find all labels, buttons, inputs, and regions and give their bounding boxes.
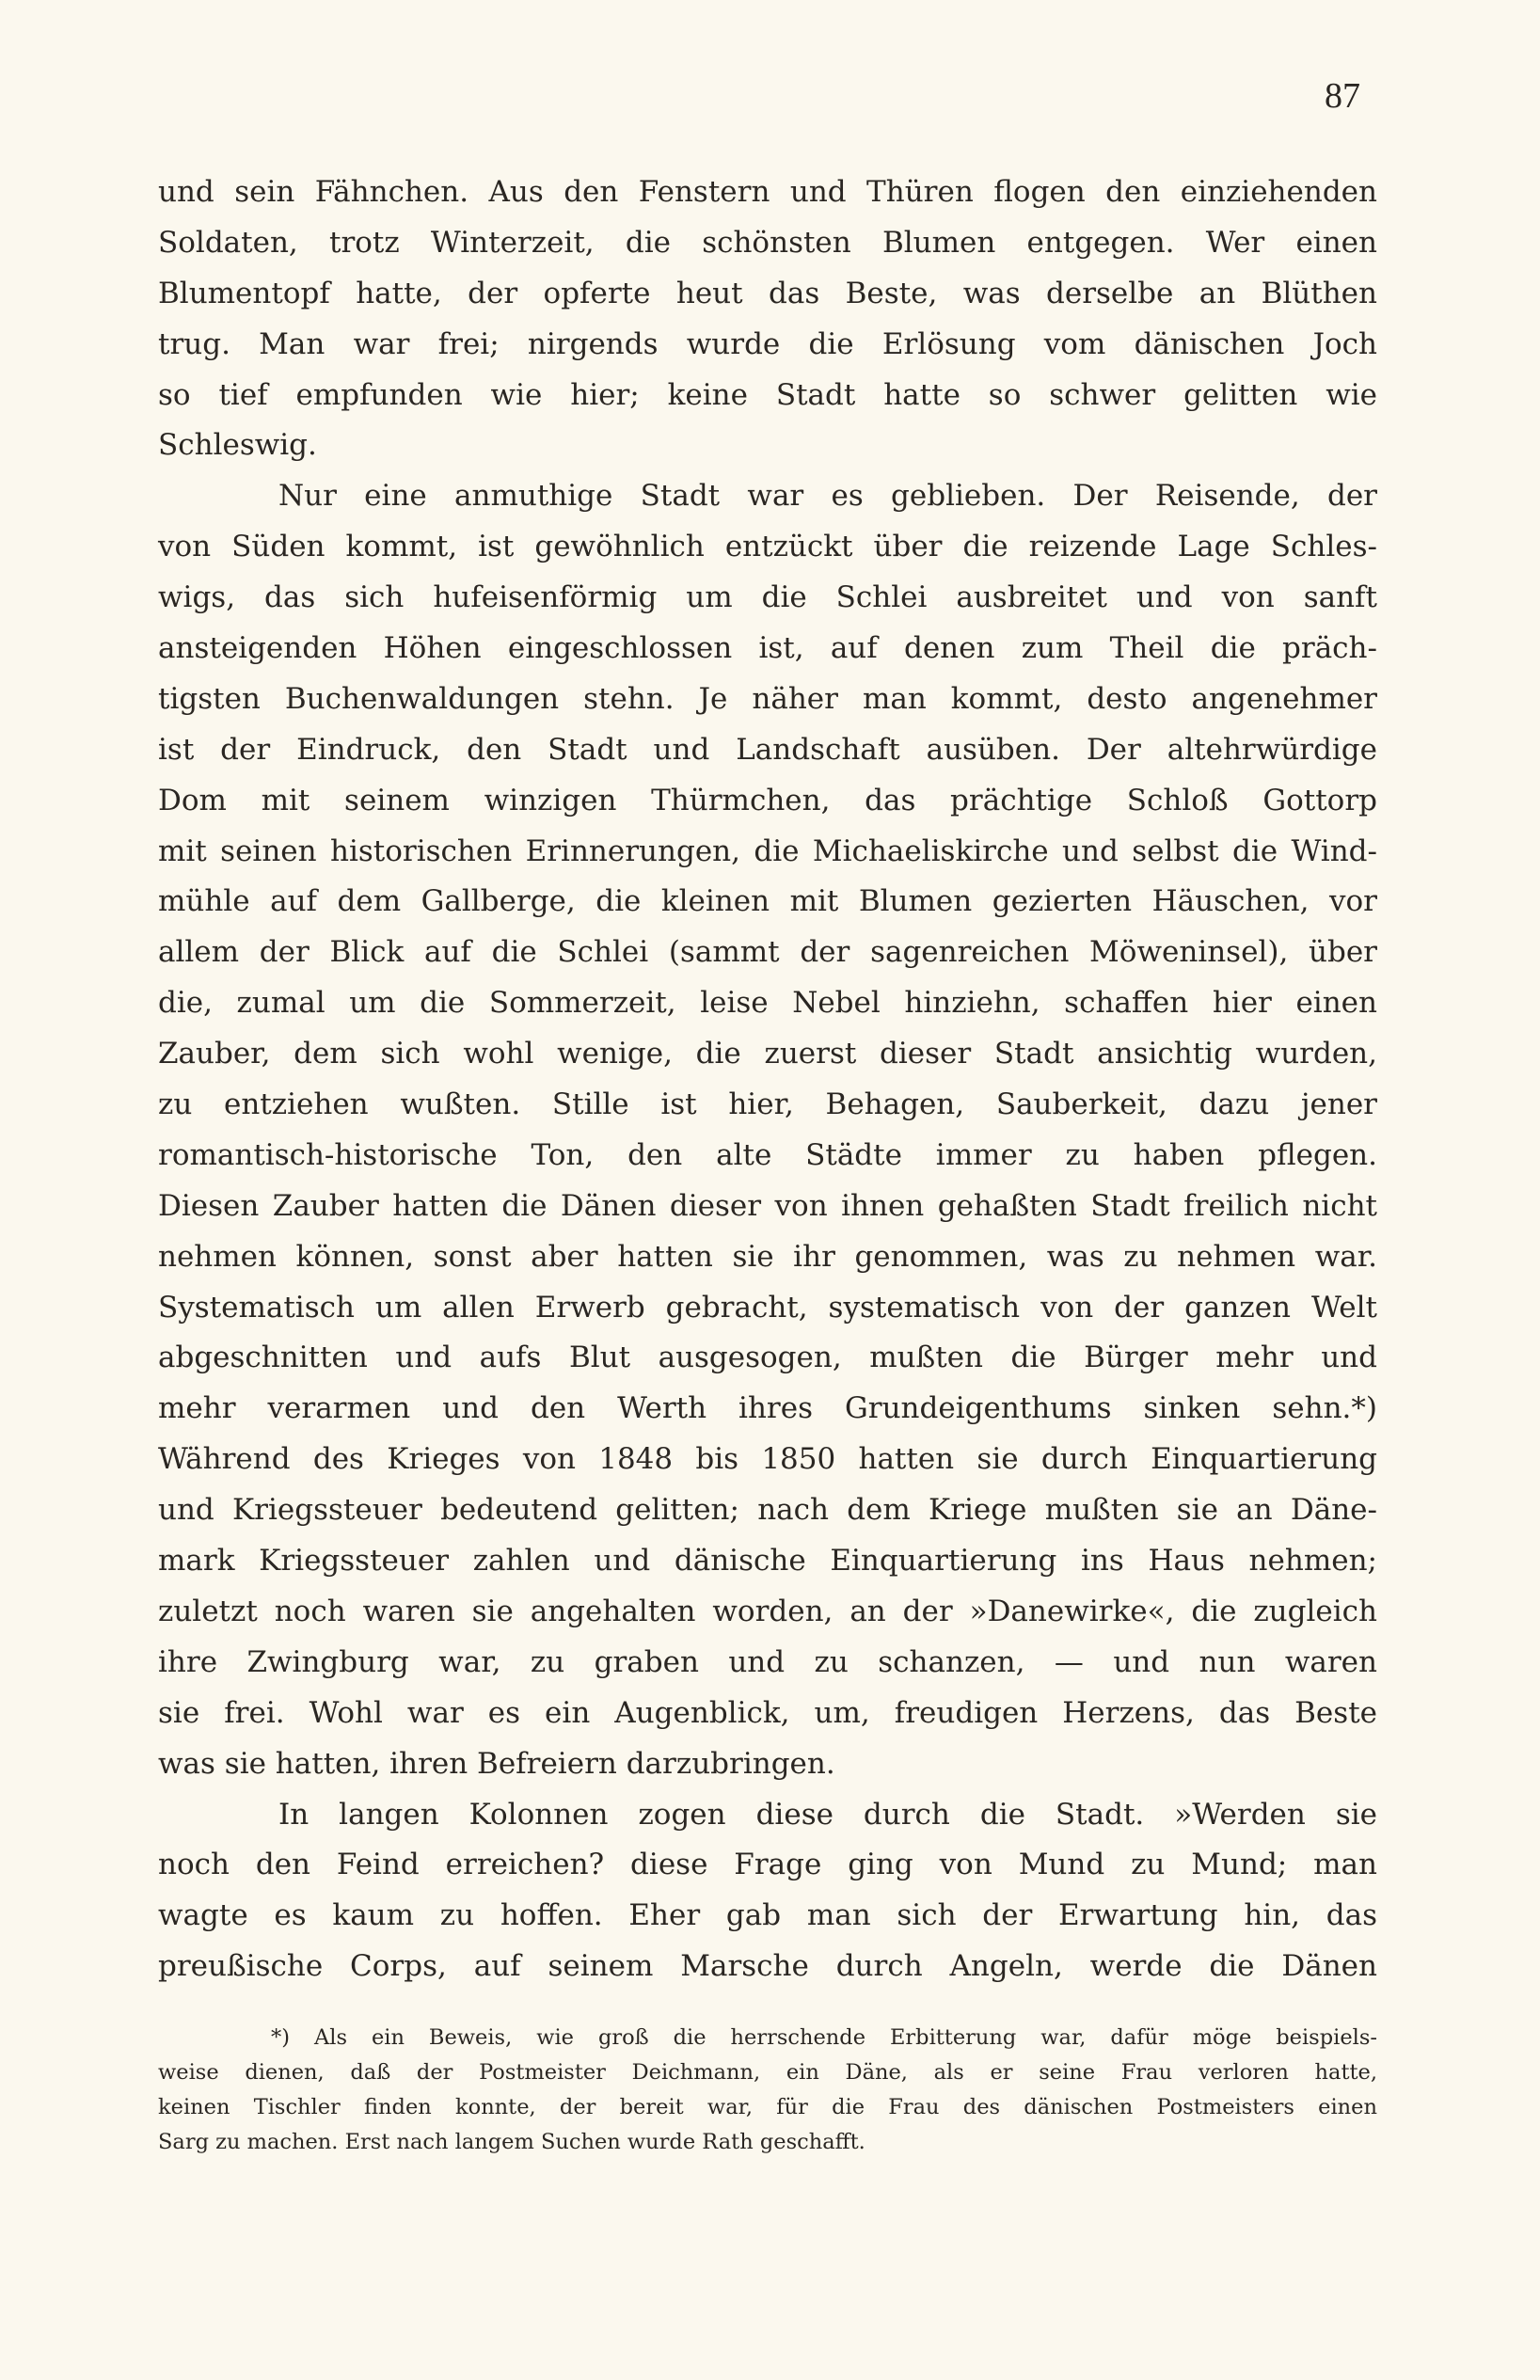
footnote bbox=[158, 2021, 1377, 2160]
text-line: noch den Feind erreichen? diese Frage ging von Mund zu Mund; man bbox=[158, 1848, 1377, 1882]
text-line: Nur eine anmuthige Stadt war es geblieben. Der Reisende, der bbox=[278, 479, 1377, 514]
text-line: Blumentopf hatte, der opferte heut das Beste, was derselbe an Blüthen bbox=[158, 276, 1377, 310]
text-line: In langen Kolonnen zogen diese durch die Stadt. »Werden sie bbox=[278, 1797, 1377, 1832]
text-line: von Süden kommt, ist gewöhnlich entzückt über die reizende Lage Schles- bbox=[158, 530, 1377, 564]
text-line: sie frei. Wohl war es ein Augenblick, um, freudigen Herzens, das Beste bbox=[158, 1695, 1377, 1730]
text-line: Zauber, dem sich wohl wenige, die zuerst dieser Stadt ansichtig wurden, bbox=[158, 1037, 1377, 1071]
text-line: Dom mit seinem winzigen Thürmchen, das prächtige Schloß Gottorp bbox=[158, 783, 1377, 817]
text-line: und Kriegssteuer bedeutend gelitten; nach dem Kriege mußten sie an Däne- bbox=[158, 1493, 1377, 1528]
body-text bbox=[158, 167, 1377, 1992]
text-line: Soldaten, trotz Winterzeit, die schönsten Blumen entgegen. Wer einen bbox=[158, 225, 1377, 260]
text-line: die, zumal um die Sommerzeit, leise Nebel hinziehn, schaffen hier einen bbox=[158, 986, 1377, 1021]
text-line: ist der Eindruck, den Stadt und Landschaft ausüben. Der altehrwürdige bbox=[158, 732, 1377, 767]
text-line: Systematisch um allen Erwerb gebracht, systematisch von der ganzen Welt bbox=[158, 1290, 1377, 1325]
text-line: wagte es kaum zu hoffen. Eher gab man sich der Erwartung hin, das bbox=[158, 1898, 1377, 1933]
text-line: mühle auf dem Gallberge, die kleinen mit Blumen gezierten Häuschen, vor bbox=[158, 884, 1377, 919]
text-line: mark Kriegssteuer zahlen und dänische Einquartierung ins Haus nehmen; bbox=[158, 1544, 1377, 1579]
text-line: allem der Blick auf die Schlei (sammt der sagenreichen Möweninsel), über bbox=[158, 935, 1377, 970]
footnote-line: weise dienen, daß der Postmeister Deichmann, ein Däne, als er seine Frau verloren hatte, bbox=[158, 2060, 1377, 2085]
text-line: Diesen Zauber hatten die Dänen dieser von ihnen gehaßten Stadt freilich nicht bbox=[158, 1188, 1377, 1223]
page-number: 87 bbox=[1325, 76, 1360, 116]
text-line: so tief empfunden wie hier; keine Stadt hatte so schwer gelitten wie bbox=[158, 377, 1377, 412]
text-line: was sie hatten, ihren Befreiern darzubringen. bbox=[158, 1746, 835, 1781]
text-line: tigsten Buchenwaldungen stehn. Je näher man kommt, desto angenehmer bbox=[158, 681, 1377, 716]
text-line: Während des Krieges von 1848 bis 1850 hatten sie durch Einquartierung bbox=[158, 1442, 1377, 1477]
text-line: mehr verarmen und den Werth ihres Grundeigenthums sinken sehn.*) bbox=[158, 1391, 1377, 1426]
text-line: mit seinen historischen Erinnerungen, die Michaeliskirche und selbst die Wind- bbox=[158, 833, 1377, 868]
text-line: und sein Fähnchen. Aus den Fenstern und Thüren flogen den einziehenden bbox=[158, 175, 1377, 209]
footnote-line: Sarg zu machen. Erst nach langem Suchen wurde Rath geschafft. bbox=[158, 2130, 865, 2154]
text-line: nehmen können, sonst aber hatten sie ihr genommen, was zu nehmen war. bbox=[158, 1239, 1377, 1274]
footnote-line: keinen Tischler finden konnte, der bereit war, für die Frau des dänischen Postmeisters einen bbox=[158, 2095, 1377, 2119]
text-line: wigs, das sich hufeisenförmig um die Schlei ausbreitet und von sanft bbox=[158, 580, 1377, 615]
text-line: zuletzt noch waren sie angehalten worden, an der »Danewirke«, die zugleich bbox=[158, 1594, 1377, 1628]
text-line: Schleswig. bbox=[158, 428, 317, 463]
text-line: trug. Man war frei; nirgends wurde die Erlösung vom dänischen Joch bbox=[158, 326, 1377, 361]
text-line: ansteigenden Höhen eingeschlossen ist, auf denen zum Theil die präch- bbox=[158, 631, 1377, 666]
text-line: romantisch-historische Ton, den alte Städte immer zu haben pflegen. bbox=[158, 1137, 1377, 1172]
footnote-line: *) Als ein Beweis, wie groß die herrschende Erbitterung war, dafür möge beispiels- bbox=[271, 2025, 1377, 2050]
text-line: preußische Corps, auf seinem Marsche durch Angeln, werde die Dänen bbox=[158, 1949, 1377, 1984]
text-line: ihre Zwingburg war, zu graben und zu schanzen, — und nun waren bbox=[158, 1644, 1377, 1679]
text-line: abgeschnitten und aufs Blut ausgesogen, mußten die Bürger mehr und bbox=[158, 1341, 1377, 1375]
text-line: zu entziehen wußten. Stille ist hier, Behagen, Sauberkeit, dazu jener bbox=[158, 1087, 1377, 1122]
